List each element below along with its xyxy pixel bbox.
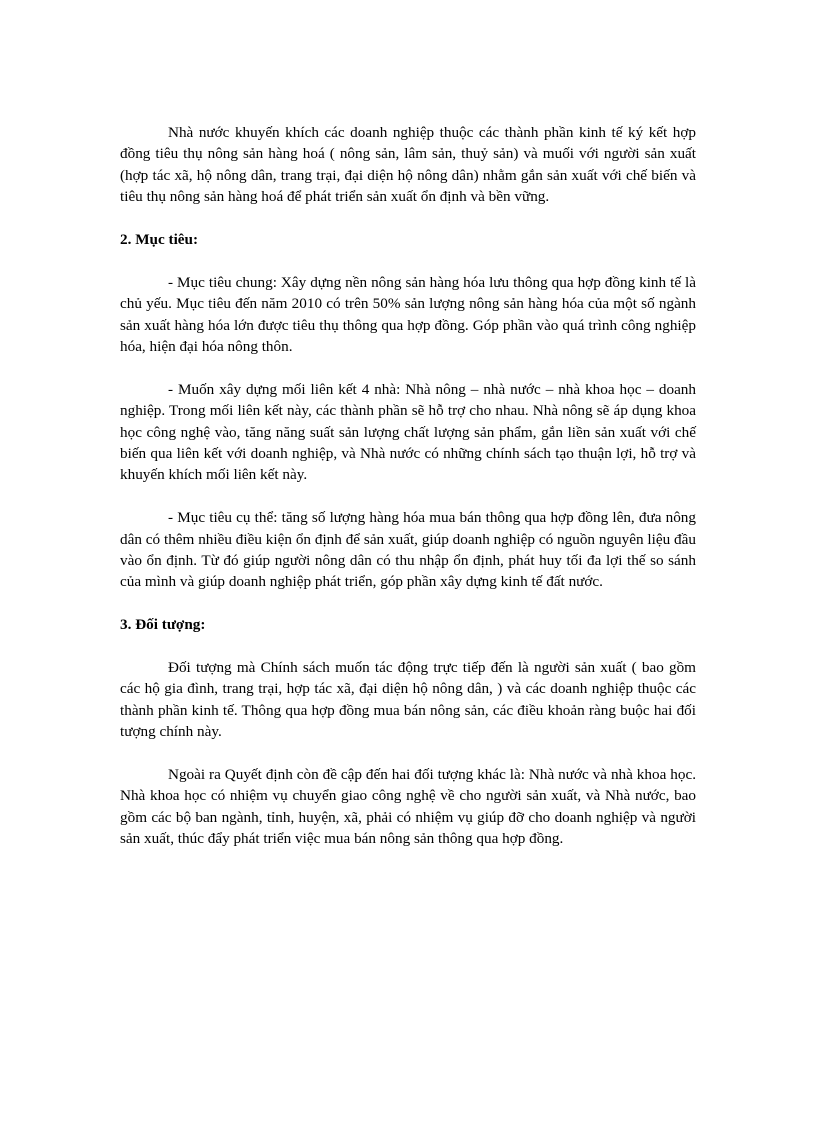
intro-paragraph: Nhà nước khuyến khích các doanh nghiệp thuộc các thành phần kinh tế ký kết hợp đồng tiêu thụ nông sản hàng hoá ( nông sản, lâm sản, thuỷ sản) và muối với người sản xuất (hợp tác xã, hộ nông dân, trang trại, đại diện hộ nông dân) nhằm gắn sản xuất với chế biến và tiêu thụ nông sản hàng hoá để phát triển sản xuất ổn định và bền vững. bbox=[120, 124, 696, 206]
section-2-paragraph: - Mục tiêu cụ thể: tăng số lượng hàng hóa mua bán thông qua hợp đồng lên, đưa nông dân có thêm nhiều điều kiện ổn định để sản xuất, giúp doanh nghiệp có nguồn nguyên liệu đầu vào ổn định. Từ đó giúp người nông dân có thu nhập ổn định, phát huy tối đa lợi thế so sánh của mình và giúp doanh nghiệp phát triển, góp phần xây dựng kinh tế đất nước. bbox=[120, 509, 696, 591]
section-2-heading: 2. Mục tiêu: bbox=[120, 231, 199, 249]
spacer bbox=[120, 486, 696, 507]
section-2-paragraph: - Muốn xây dựng mối liên kết 4 nhà: Nhà nông – nhà nước – nhà khoa học – doanh nghiệp. Trong mối liên kết này, các thành phần sẽ hỗ trợ cho nhau. Nhà nông sẽ áp dụng khoa học công nghệ vào, tăng năng suất sản lượng chất lượng sản phẩm, gắn liền sản xuất với chế biến qua liên kết với doanh nghiệp, và Nhà nước có những chính sách tạo thuận lợi, hỗ trợ và khuyến khích mối liên kết này. bbox=[120, 380, 696, 484]
spacer bbox=[120, 250, 696, 271]
section-2-paragraph: - Mục tiêu chung: Xây dựng nền nông sản hàng hóa lưu thông qua hợp đồng kinh tế là chủ yếu. Mục tiêu đến năm 2010 có trên 50% sản lượng nông sản hàng hóa của một số ngành sản xuất hàng hóa lớn được tiêu thụ thông qua hợp đồng. Góp phần vào quá trình công nghiệp hóa, hiện đại hóa nông thôn. bbox=[120, 273, 696, 356]
document-page bbox=[120, 122, 696, 850]
section-3-paragraph: Đối tượng mà Chính sách muốn tác động trực tiếp đến là người sản xuất ( bao gồm các hộ gia đình, trang trại, hợp tác xã, đại diện hộ nông dân, ) và các doanh nghiệp thuộc các thành phần kinh tế. Thông qua hợp đồng mua bán nông sản, các điều khoản ràng buộc hai đối tượng chính này. bbox=[120, 659, 696, 741]
spacer bbox=[120, 743, 696, 764]
spacer bbox=[120, 208, 696, 229]
section-3-heading: 3. Đối tượng: bbox=[120, 616, 206, 634]
spacer bbox=[120, 593, 696, 614]
spacer bbox=[120, 357, 696, 378]
section-3-paragraph: Ngoài ra Quyết định còn đề cập đến hai đối tượng khác là: Nhà nước và nhà khoa học. Nhà khoa học có nhiệm vụ chuyển giao công nghệ về cho người sản xuất, và Nhà nước, bao gồm các bộ ban ngành, tỉnh, huyện, xã, phải có nhiệm vụ giúp đỡ cho doanh nghiệp và người sản xuất, thúc đẩy phát triển việc mua bán nông sản thông qua hợp đồng. bbox=[120, 766, 696, 848]
spacer bbox=[120, 636, 696, 657]
